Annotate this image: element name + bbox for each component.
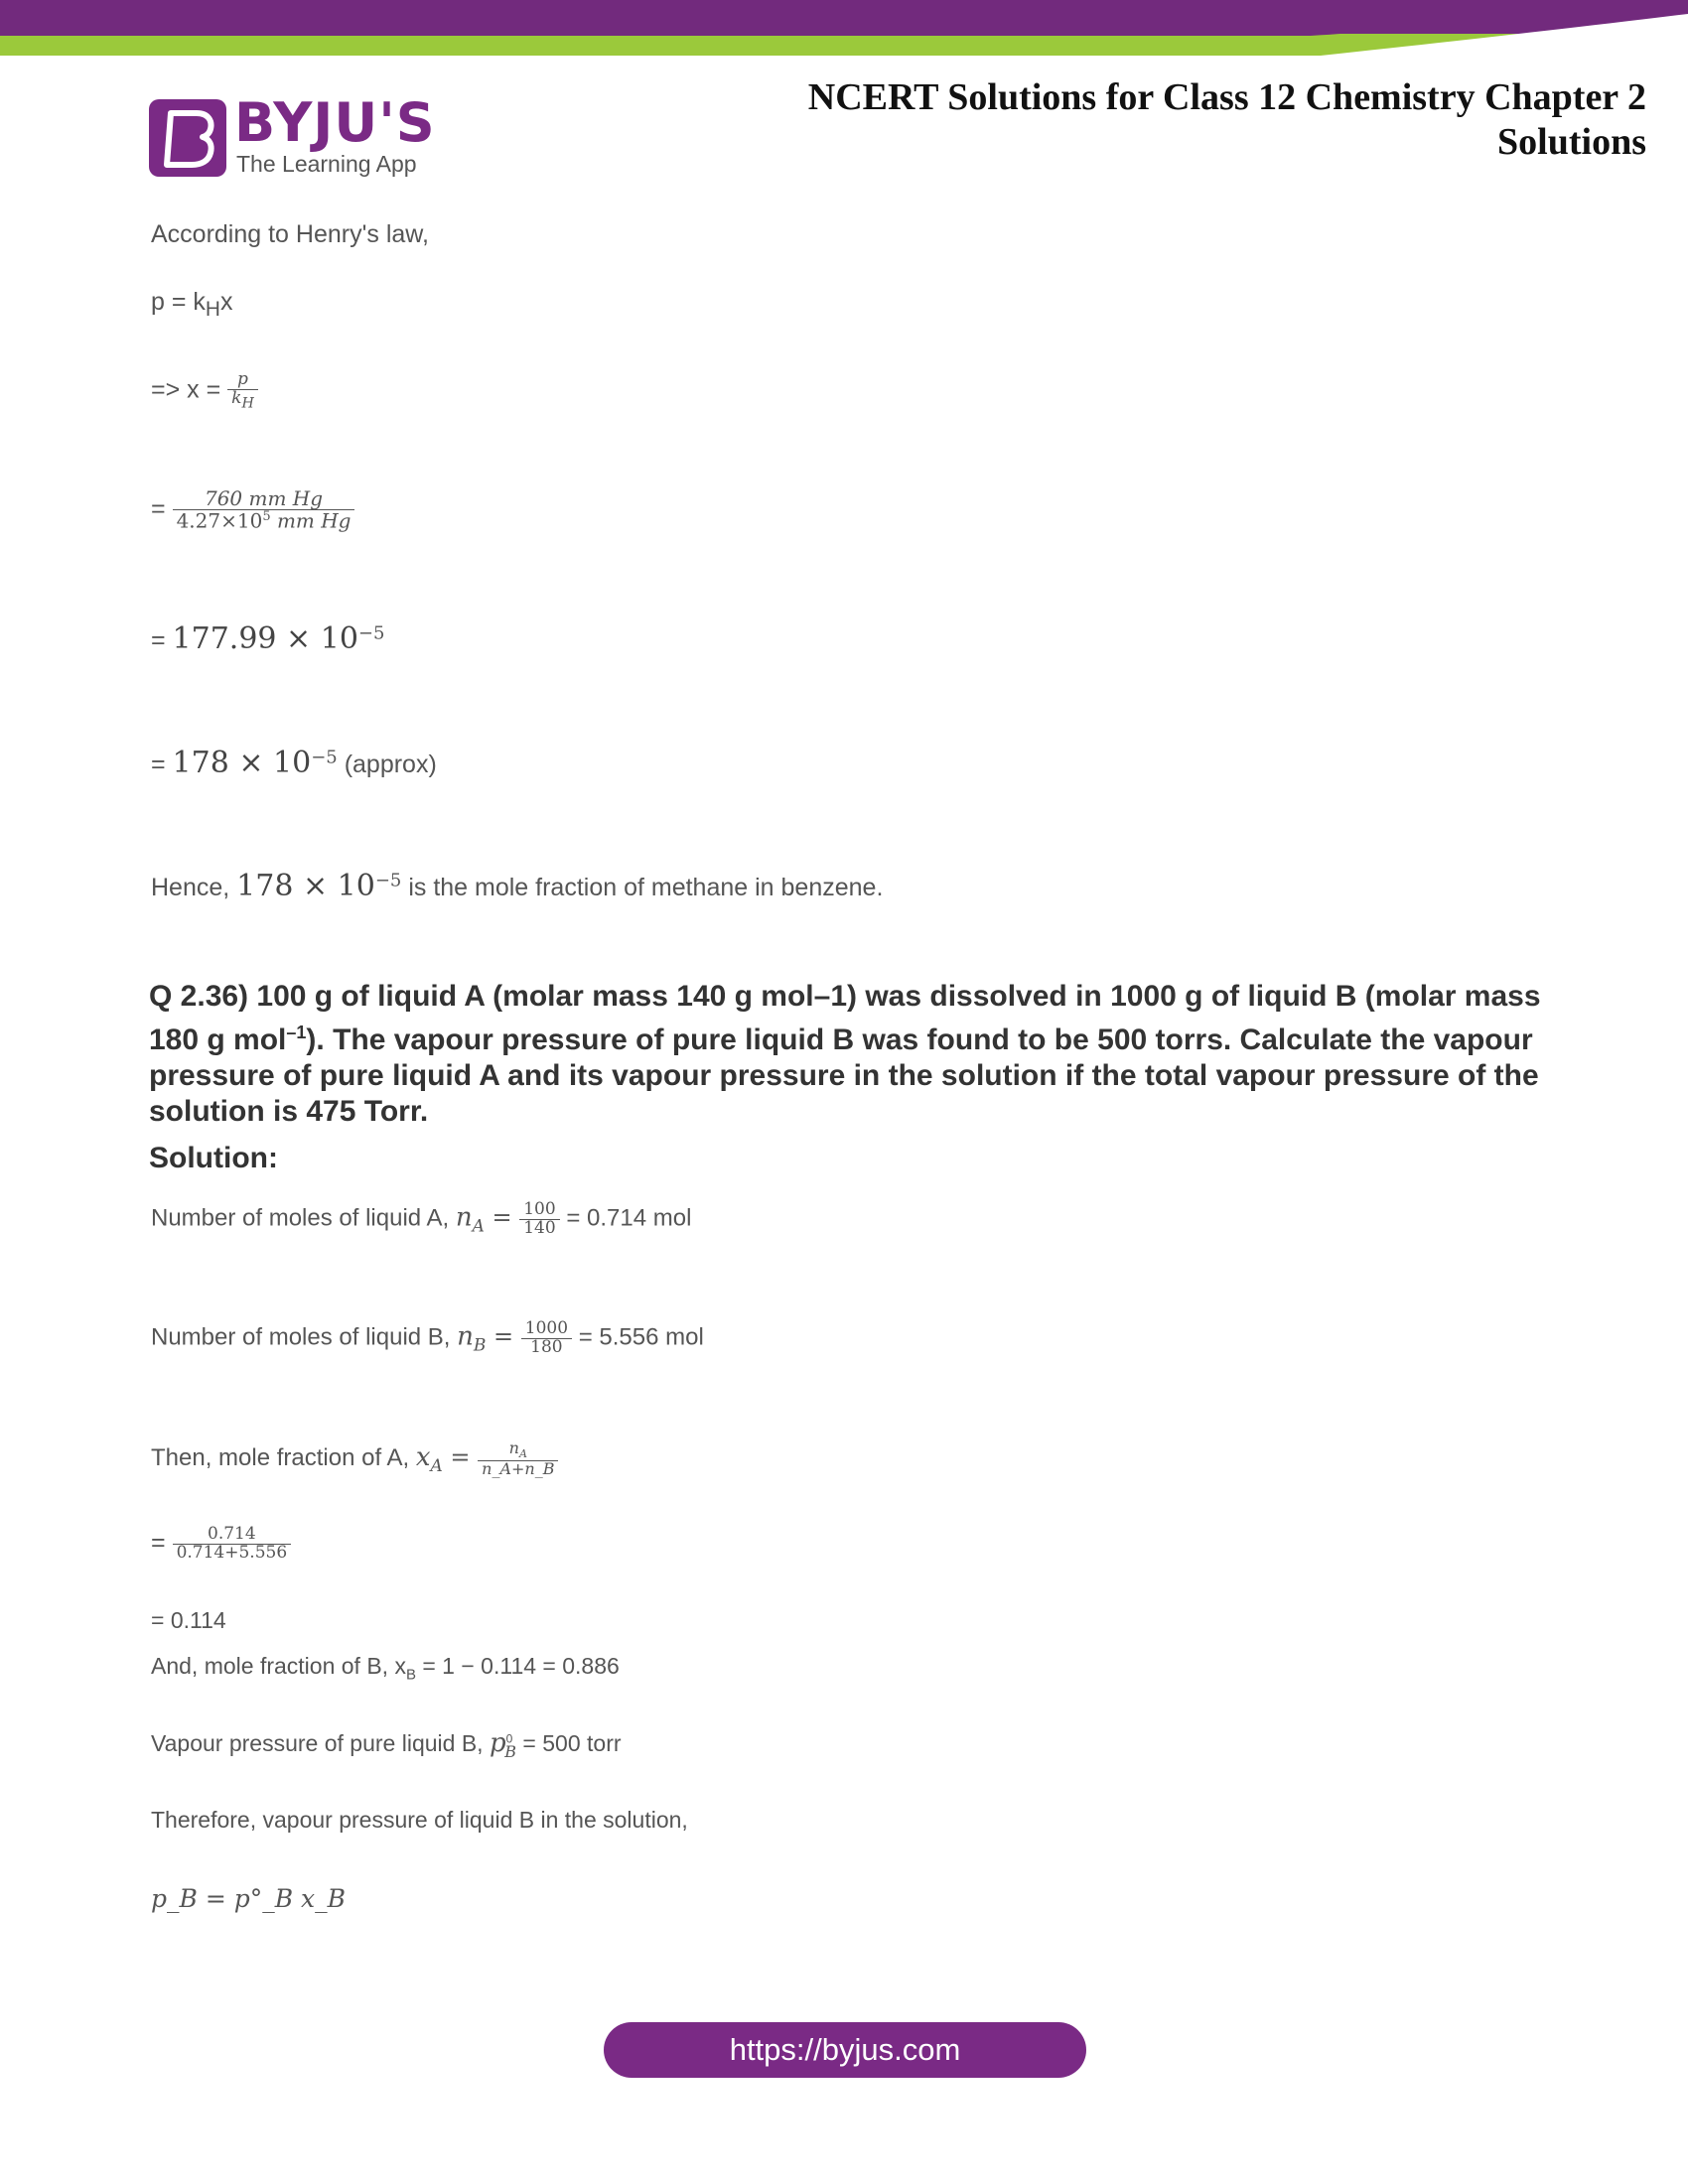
conclusion-value: 178 × 10: [236, 869, 375, 903]
equation-pb: p_B = p°_B x_B: [151, 1884, 347, 1913]
brand-tagline: The Learning App: [236, 151, 417, 177]
line-result: = 500 torr: [516, 1730, 622, 1756]
question-part-b: ). The vapour pressure of pure liquid B was found to be 500 torrs. Calculate the vapour pressure of pure liquid A and its vapour pressure in the solution if the total vapour pressure of the solution is 475 Torr.: [149, 1024, 1539, 1128]
equation-henry: [151, 288, 232, 322]
fraction-denominator: [173, 509, 355, 532]
denominator-sub: H: [241, 395, 254, 412]
math-sub: B: [504, 1741, 517, 1761]
fraction: [173, 488, 355, 532]
mole-fraction-a-substitution: [151, 1526, 291, 1563]
fraction-numerator: 0.714: [208, 1524, 256, 1544]
footer-url-link[interactable]: https://byjus.com: [604, 2022, 1086, 2078]
math-eq: =: [484, 1203, 520, 1232]
denominator-text: mm Hg: [270, 508, 352, 533]
line-text: Number of moles of liquid B,: [151, 1323, 458, 1351]
equation-text: => x =: [151, 375, 228, 404]
equation-text: =: [151, 494, 166, 523]
math-sub: B: [473, 1335, 487, 1356]
moles-liquid-a: [151, 1201, 691, 1238]
line-text: Then, mole fraction of A,: [151, 1444, 416, 1472]
math-var: x: [415, 1442, 431, 1473]
conclusion-exponent: −5: [374, 870, 402, 891]
equation-text: x: [219, 288, 233, 316]
equation-text: p = k: [151, 288, 206, 316]
fraction: [173, 1526, 292, 1563]
question-part-a: Q 2.36) 100 g of liquid A (molar mass 140 g mol–1) was dissolved in 1000 g of liquid B (molar mass 180 g mol: [149, 980, 1541, 1056]
line-result: = 1 − 0.114 = 0.886: [415, 1653, 620, 1679]
mole-fraction-a: [151, 1440, 558, 1478]
math-var: n: [455, 1202, 473, 1233]
fraction: [227, 371, 258, 411]
math-sup: 0: [505, 1731, 513, 1746]
math-eq: =: [442, 1443, 479, 1472]
brand-name: BYJU'S: [234, 91, 436, 154]
solution-heading: Solution:: [149, 1142, 278, 1174]
question-text: [149, 979, 1559, 1130]
math-var: p: [489, 1728, 506, 1758]
equation-subscript: H: [205, 298, 220, 321]
denominator-text: 4.27×10: [176, 508, 263, 533]
conclusion-suffix: is the mole fraction of methane in benzene.: [401, 874, 884, 901]
fraction-denominator: 140: [519, 1219, 559, 1238]
line-text: =: [151, 1528, 166, 1557]
fraction-numerator: p: [237, 369, 248, 389]
fraction-denominator: 0.714+5.556: [173, 1544, 292, 1563]
numerator-var: n: [508, 1438, 519, 1457]
mole-fraction-b: [151, 1653, 620, 1684]
line-result: = 0.714 mol: [559, 1204, 692, 1232]
line-text: Vapour pressure of pure liquid B,: [151, 1730, 490, 1756]
equation-text: =: [151, 626, 173, 654]
equation-x: [151, 371, 258, 411]
byjus-logo-icon: [149, 99, 226, 177]
equation-result-exact: [151, 621, 384, 656]
fraction-denominator: n_A+n_B: [478, 1460, 558, 1478]
math-sub: A: [430, 1455, 443, 1476]
fraction-numerator: 1000: [524, 1318, 569, 1338]
header-decor-bar: [0, 0, 1688, 60]
fraction-numerator: 760 mm Hg: [204, 486, 324, 510]
equation-value: 177.99 × 10: [172, 621, 358, 656]
therefore-text: Therefore, vapour pressure of liquid B in the solution,: [151, 1807, 688, 1833]
fraction-numerator: 100: [523, 1199, 556, 1219]
fraction-denominator: [227, 389, 258, 411]
brand-logo[interactable]: [149, 91, 437, 181]
numerator-sub: A: [518, 1447, 527, 1461]
equation-result-approx: [151, 746, 437, 780]
fraction-numerator: [478, 1440, 558, 1460]
equation-value: 178 × 10: [172, 746, 312, 780]
math-sub: B: [405, 1666, 416, 1684]
line-text: Number of moles of liquid A,: [151, 1204, 456, 1232]
vapour-pressure-pure-b: [151, 1728, 622, 1761]
equation-text: =: [151, 751, 173, 778]
fraction: [519, 1201, 559, 1238]
denominator-exp: 5: [262, 509, 271, 524]
equation-exponent: −5: [357, 622, 385, 644]
equation-text: (approx): [337, 751, 437, 778]
equation-substitution: [151, 488, 354, 532]
fraction: [478, 1440, 558, 1478]
henrys-law-intro: According to Henry's law,: [151, 220, 429, 248]
page-title-line-2: Solutions: [1497, 121, 1646, 163]
mole-fraction-a-value: = 0.114: [151, 1607, 226, 1633]
conclusion-text: [151, 869, 883, 903]
moles-liquid-b: [151, 1320, 704, 1357]
fraction: [521, 1320, 572, 1357]
line-result: = 5.556 mol: [572, 1323, 704, 1351]
math-eq: =: [486, 1322, 521, 1351]
fraction-denominator: 180: [521, 1338, 572, 1357]
page-title-line-1: NCERT Solutions for Class 12 Chemistry Chapter 2: [807, 76, 1646, 118]
line-text: And, mole fraction of B, x: [151, 1653, 406, 1679]
math-sub: A: [472, 1216, 485, 1237]
equation-exponent: −5: [311, 747, 338, 768]
math-var: n: [457, 1321, 474, 1352]
page-title: [808, 75, 1646, 165]
question-superscript: –1: [286, 1023, 307, 1042]
denominator-var: k: [231, 387, 242, 408]
conclusion-prefix: Hence,: [151, 874, 237, 901]
